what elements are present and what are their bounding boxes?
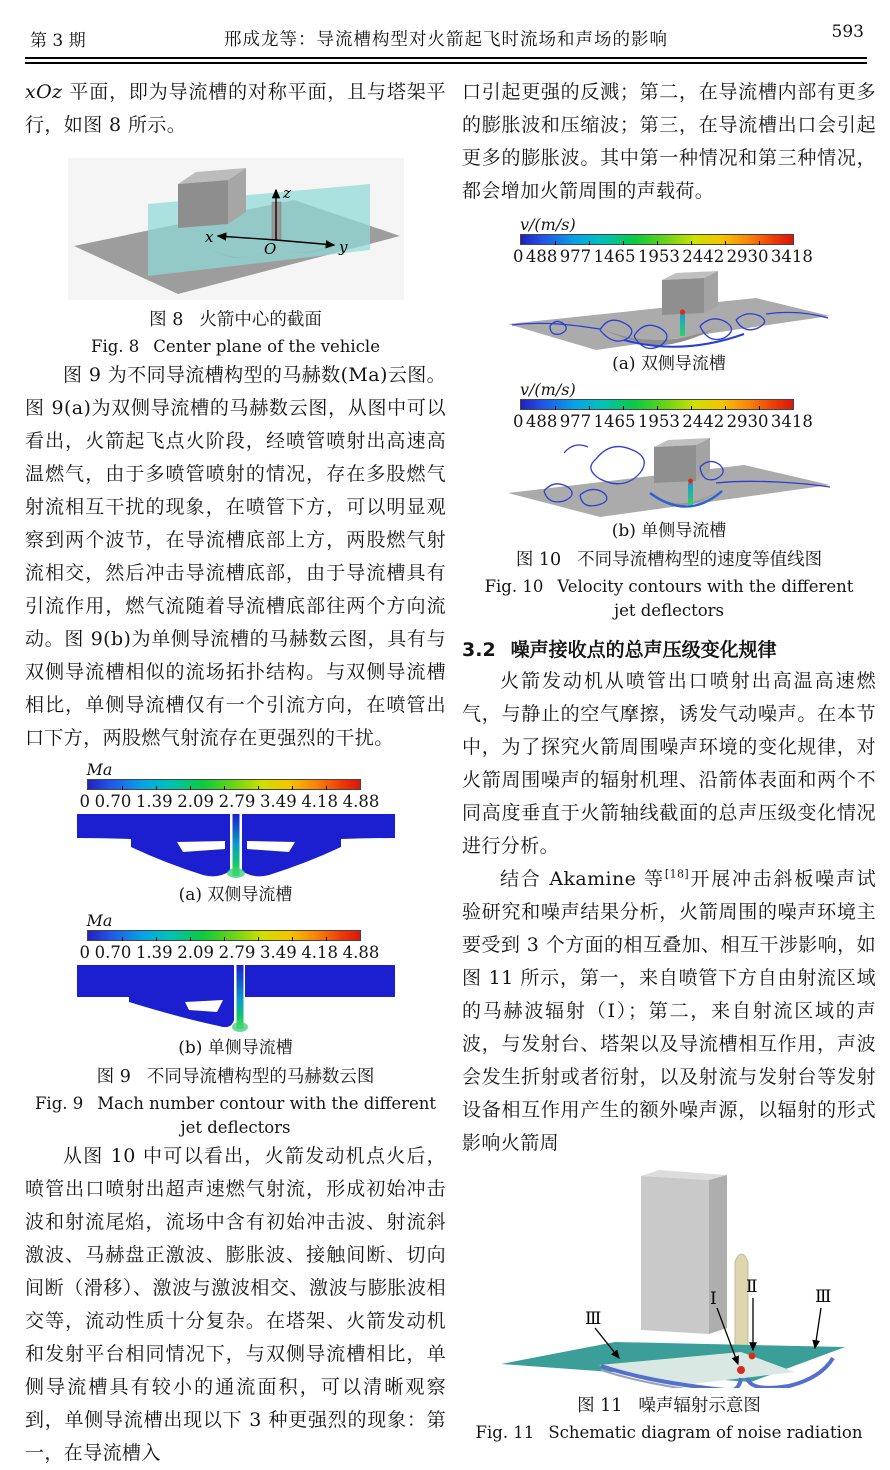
fig10b-colorbar-label: v/(m/s) — [520, 380, 576, 399]
figure-9-caption-en: Fig. 9 Mach number contour with the different — [34, 1094, 436, 1113]
fig9a-colorbar-ticks: 0 0.70 1.39 2.09 2.79 3.49 4.18 4.88 — [79, 792, 380, 811]
fig10a-colorbar-ticks: 0 488 977 1465 1953 2442 2930 3418 — [513, 247, 813, 266]
figure-11-caption-cn: 图 11 噪声辐射示意图 — [577, 1396, 761, 1416]
page-number: 593 — [831, 22, 864, 42]
fig10b-contour-image — [504, 433, 834, 519]
figure-10-caption-en-line2: jet deflectors — [613, 601, 724, 620]
figure-9-caption-en-line2: jet deflectors — [180, 1118, 291, 1137]
fig8-origin: O — [263, 240, 276, 258]
fig11-label-region-iii-left: Ⅲ — [585, 1309, 602, 1329]
figure-10-caption-en: Fig. 10 Velocity contours with the different — [484, 577, 854, 596]
figure-9 — [25, 761, 446, 1140]
header-rule — [25, 57, 867, 64]
section-3-2-heading — [462, 635, 876, 665]
journal-issue: 第 3 期 — [30, 31, 86, 51]
fig9b-colorbar-gradient — [87, 930, 361, 941]
fig10a-contour-image — [504, 268, 834, 352]
paragraph-akamine: 结合 Akamine 等[18]开展冲击斜板噪声试验研究和噪声结果分析，火箭周围的噪声环境主要受到 3 个方面的相互叠加、相互干涉影响，如图 11 所示，第一，来自喷管下方自由射流区域的马赫波辐射（Ⅰ）；第二，来自射流区域的声波，与发射台、塔架以及导流槽相互作用，声波会发生折射或者衍射，以及射流与发射台等发射设备相互作用产生的额外噪声源，以辐射的形式影响火箭周 — [462, 867, 876, 1154]
fig10b-colorbar-ticks: 0 488 977 1465 1953 2442 2930 3418 — [513, 412, 813, 431]
paragraph-xoz-plane: xOz 平面，即为导流槽的对称平面，且与塔架平行，如图 8 所示。 — [25, 81, 446, 136]
paragraph-three-phenomena: 口引起更强的反溅；第二，在导流槽内部有更多的膨胀波和压缩波；第三，在导流槽出口会引起更多的膨胀波。其中第一种情况和第三种情况，都会增加火箭周围的声载荷。 — [462, 81, 876, 202]
figure-8-caption-cn: 图 8 火箭中心的截面 — [149, 310, 322, 330]
figure-8 — [25, 152, 446, 359]
fig9a-colorbar — [79, 760, 387, 813]
section-number: 3.2 — [462, 639, 496, 661]
fig8-axis-x: x — [204, 228, 213, 246]
fig9a-colorbar-label: Ma — [86, 760, 113, 779]
fig9a-contour-image — [77, 813, 395, 883]
paragraph-fig9-discussion: 图 9 为不同导流槽构型的马赫数(Ma)云图。图 9(a)为双侧导流槽的马赫数云图，从图中可以看出，火箭起飞点火阶段，经喷管喷射出高速高温燃气，由于多喷管喷射的情况，存在多股燃气射流相互干扰的现象，在喷管下方，可以明显观察到两个波节，在导流槽底部上方，两股燃气射流相交，然后冲击导流槽底部，由于导流槽具有引流作用，燃气流随着导流槽底部往两个方向流动。图 9(b)为单侧导流槽的马赫数云图，具有与双侧导流槽相似的流场拓扑结构。与双侧导流槽相比，单侧导流槽仅有一个引流方向，在喷管出口下方，两股燃气射流存在更强烈的干扰。 — [25, 364, 446, 749]
fig9b-colorbar-label: Ma — [86, 911, 113, 930]
paragraph-fig10-discussion: 从图 10 中可以看出，火箭发动机点火后，喷管出口喷射出超声速燃气射流，形成初始冲击波和射流尾焰，流场中含有初始冲击波、射流斜激波、马赫盘正激波、膨胀波、接触间断、切向间断（滑移）、激波与激波相交、激波与膨胀波相交等，流动性质十分复杂。在塔架、火箭发动机和发射平台相同情况下，与双侧导流槽相比，单侧导流槽具有较小的通流面积，可以清晰观察到，单侧导流槽出现以下 3 种更强烈的现象：第一，在导流槽入 — [25, 1145, 446, 1464]
fig9b-colorbar-ticks: 0 0.70 1.39 2.09 2.79 3.49 4.18 4.88 — [79, 943, 380, 962]
math-xoz: xOz — [25, 81, 63, 103]
fig10a-subcaption: (a) 双侧导流槽 — [612, 354, 726, 374]
figure-8-image — [66, 152, 406, 302]
fig10a-colorbar-gradient — [520, 234, 794, 245]
paragraph-noise-intro: 火箭发动机从喷管出口喷射出高温高速燃气，与静止的空气摩擦，诱发气动噪声。在本节中，为了探究火箭周围噪声环境的变化规律，对火箭周围噪声的辐射机理、沿箭体表面和两个不同高度垂直于火箭轴线截面的总声压级变化情况进行分析。 — [462, 670, 876, 857]
fig10b-subcaption: (b) 单侧导流槽 — [611, 521, 727, 541]
fig10a-colorbar — [513, 215, 820, 268]
fig10b-colorbar — [513, 380, 820, 433]
fig9b-subcaption: (b) 单侧导流槽 — [178, 1038, 293, 1058]
fig10a-colorbar-label: v/(m/s) — [520, 215, 576, 234]
figure-9-caption-cn: 图 9 不同导流槽构型的马赫数云图 — [96, 1067, 375, 1087]
figure-10 — [462, 216, 876, 623]
figure-8-caption-en: Fig. 8 Center plane of the vehicle — [91, 337, 380, 356]
section-title: 噪声接收点的总声压级变化规律 — [510, 639, 777, 661]
fig10b-colorbar-gradient — [520, 399, 794, 410]
page-header — [26, 22, 866, 52]
figure-11-caption-en: Fig. 11 Schematic diagram of noise radiation — [475, 1423, 863, 1442]
fig9a-colorbar-gradient — [87, 779, 361, 790]
right-column — [462, 76, 876, 1445]
citation-18: [18] — [664, 867, 690, 881]
fig9a-subcaption: (a) 双侧导流槽 — [178, 885, 293, 905]
fig11-label-region-iii-right: Ⅲ — [815, 1287, 832, 1307]
figure-11 — [462, 1166, 876, 1445]
figure-10-caption-cn: 图 10 不同导流槽构型的速度等值线图 — [515, 550, 823, 570]
fig11-label-region-ii: Ⅱ — [746, 1277, 758, 1297]
fig8-axis-z: z — [282, 184, 291, 202]
left-column — [25, 76, 446, 1470]
running-title: 邢成龙等：导流槽构型对火箭起飞时流场和声场的影响 — [224, 30, 668, 50]
fig9b-contour-image — [77, 964, 395, 1036]
fig11-label-region-i: Ⅰ — [710, 1289, 717, 1309]
fig9b-colorbar — [79, 911, 387, 964]
figure-11-image — [489, 1166, 849, 1388]
fig8-axis-y: y — [338, 238, 347, 256]
